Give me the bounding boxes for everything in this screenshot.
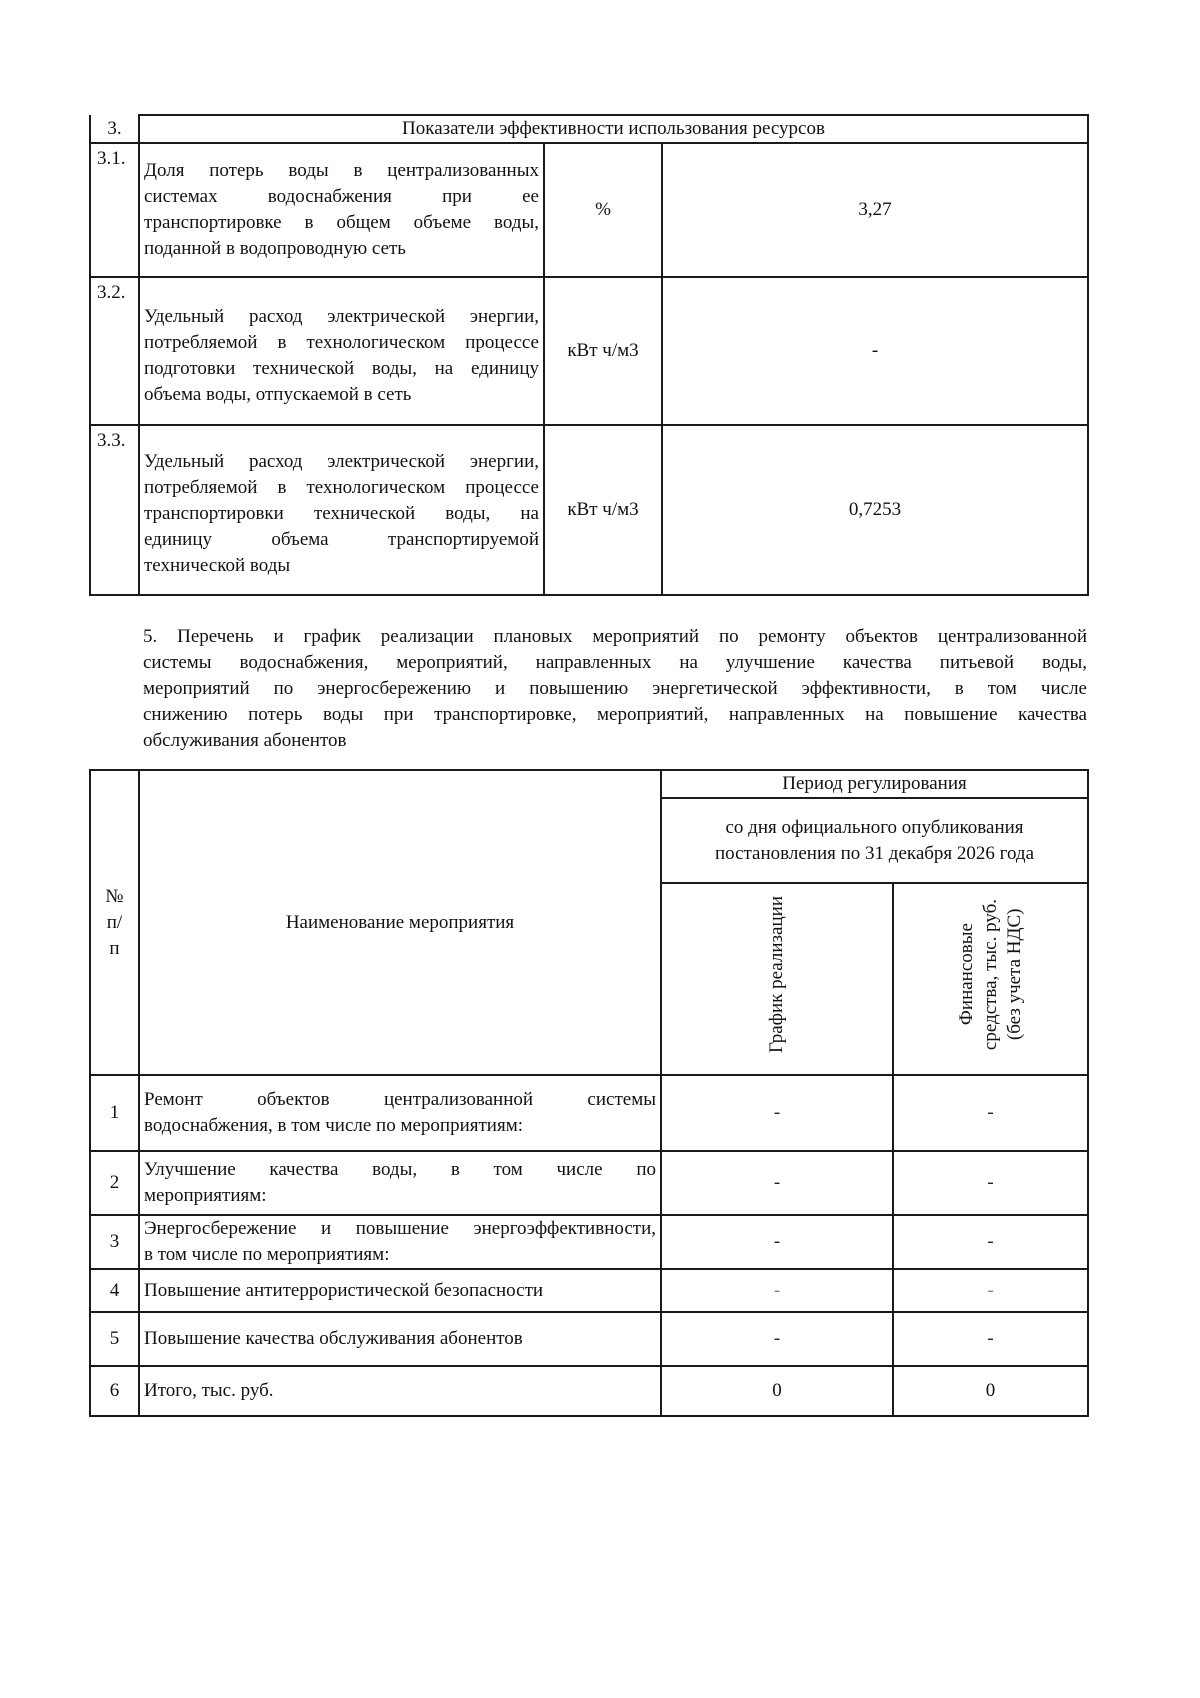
- indicator-value: -: [662, 277, 1088, 425]
- indicator-unit: кВт ч/м3: [544, 425, 662, 595]
- col-schedule-header: График реализации: [661, 883, 893, 1075]
- indicator-row: [90, 425, 1088, 595]
- measure-finance: -: [893, 1312, 1088, 1366]
- measure-number: 6: [90, 1366, 139, 1416]
- measure-schedule: -: [661, 1215, 893, 1269]
- indicator-description: Удельный расход электрической энергии, потребляемой в технологическом процессе подготовки технической воды, на единицу объема воды, отпускаемой в сеть: [139, 277, 544, 425]
- section-number: 3.: [90, 115, 139, 143]
- indicators-table: [89, 114, 1089, 596]
- measure-name: Ремонт объектов централизованной системы водоснабжения, в том числе по мероприятиям:: [139, 1075, 661, 1151]
- indicators-header-row: [90, 115, 1088, 143]
- measure-name: Повышение антитеррористической безопасности: [139, 1269, 661, 1312]
- measure-number: 4: [90, 1269, 139, 1312]
- measure-finance: -: [893, 1269, 1088, 1312]
- measure-row: [90, 1075, 1088, 1151]
- measure-row: [90, 1366, 1088, 1416]
- measure-schedule: -: [661, 1269, 893, 1312]
- measure-finance: 0: [893, 1366, 1088, 1416]
- measure-finance: -: [893, 1151, 1088, 1215]
- measure-number: 1: [90, 1075, 139, 1151]
- indicator-value: 3,27: [662, 143, 1088, 277]
- indicator-value: 0,7253: [662, 425, 1088, 595]
- measure-schedule: -: [661, 1312, 893, 1366]
- section-5-paragraph: 5. Перечень и график реализации плановых мероприятий по ремонту объектов централизованной системы водоснабжения, мероприятий, направленных на улучшение качества питьевой воды, мероприятий по энергосбережению и повышению энергетической эффективности, в том числе снижению потерь воды при транспортировке, мероприятий, направленных на повышение качества обслуживания абонентов: [143, 626, 1087, 751]
- indicator-unit: %: [544, 143, 662, 277]
- measure-schedule: -: [661, 1075, 893, 1151]
- measure-name: Повышение качества обслуживания абонентов: [139, 1312, 661, 1366]
- measures-header-row: [90, 770, 1088, 798]
- indicator-number: 3.1.: [90, 143, 139, 277]
- indicator-number: 3.2.: [90, 277, 139, 425]
- measures-table: [89, 769, 1089, 1417]
- measure-schedule: -: [661, 1151, 893, 1215]
- measure-row: [90, 1312, 1088, 1366]
- period-header: Период регулирования: [661, 770, 1088, 798]
- measure-name: Улучшение качества воды, в том числе по мероприятиям:: [139, 1151, 661, 1215]
- measure-schedule: 0: [661, 1366, 893, 1416]
- indicator-number: 3.3.: [90, 425, 139, 595]
- col-name-header: Наименование мероприятия: [139, 770, 661, 1075]
- measure-row: [90, 1151, 1088, 1215]
- measure-number: 3: [90, 1215, 139, 1269]
- measure-number: 2: [90, 1151, 139, 1215]
- measure-name: Энергосбережение и повышение энергоэффективности, в том числе по мероприятиям:: [139, 1215, 661, 1269]
- section-title: Показатели эффективности использования ресурсов: [139, 115, 1088, 143]
- measure-name: Итого, тыс. руб.: [139, 1366, 661, 1416]
- measure-row: [90, 1269, 1088, 1312]
- indicator-unit: кВт ч/м3: [544, 277, 662, 425]
- measure-row: [90, 1215, 1088, 1269]
- col-number-header: № п/п: [90, 770, 139, 1075]
- measure-finance: -: [893, 1215, 1088, 1269]
- col-finance-header: Финансовые средства, тыс. руб. (без учета НДС): [893, 883, 1088, 1075]
- indicator-description: Удельный расход электрической энергии, потребляемой в технологическом процессе транспортировки технической воды, на единицу объема транспортируемой технической воды: [139, 425, 544, 595]
- measure-finance: -: [893, 1075, 1088, 1151]
- period-subheader: со дня официального опубликования постановления по 31 декабря 2026 года: [661, 798, 1088, 883]
- indicator-description: Доля потерь воды в централизованных системах водоснабжения при ее транспортировке в общем объеме воды, поданной в водопроводную сеть: [139, 143, 544, 277]
- indicator-row: [90, 277, 1088, 425]
- measure-number: 5: [90, 1312, 139, 1366]
- indicator-row: [90, 143, 1088, 277]
